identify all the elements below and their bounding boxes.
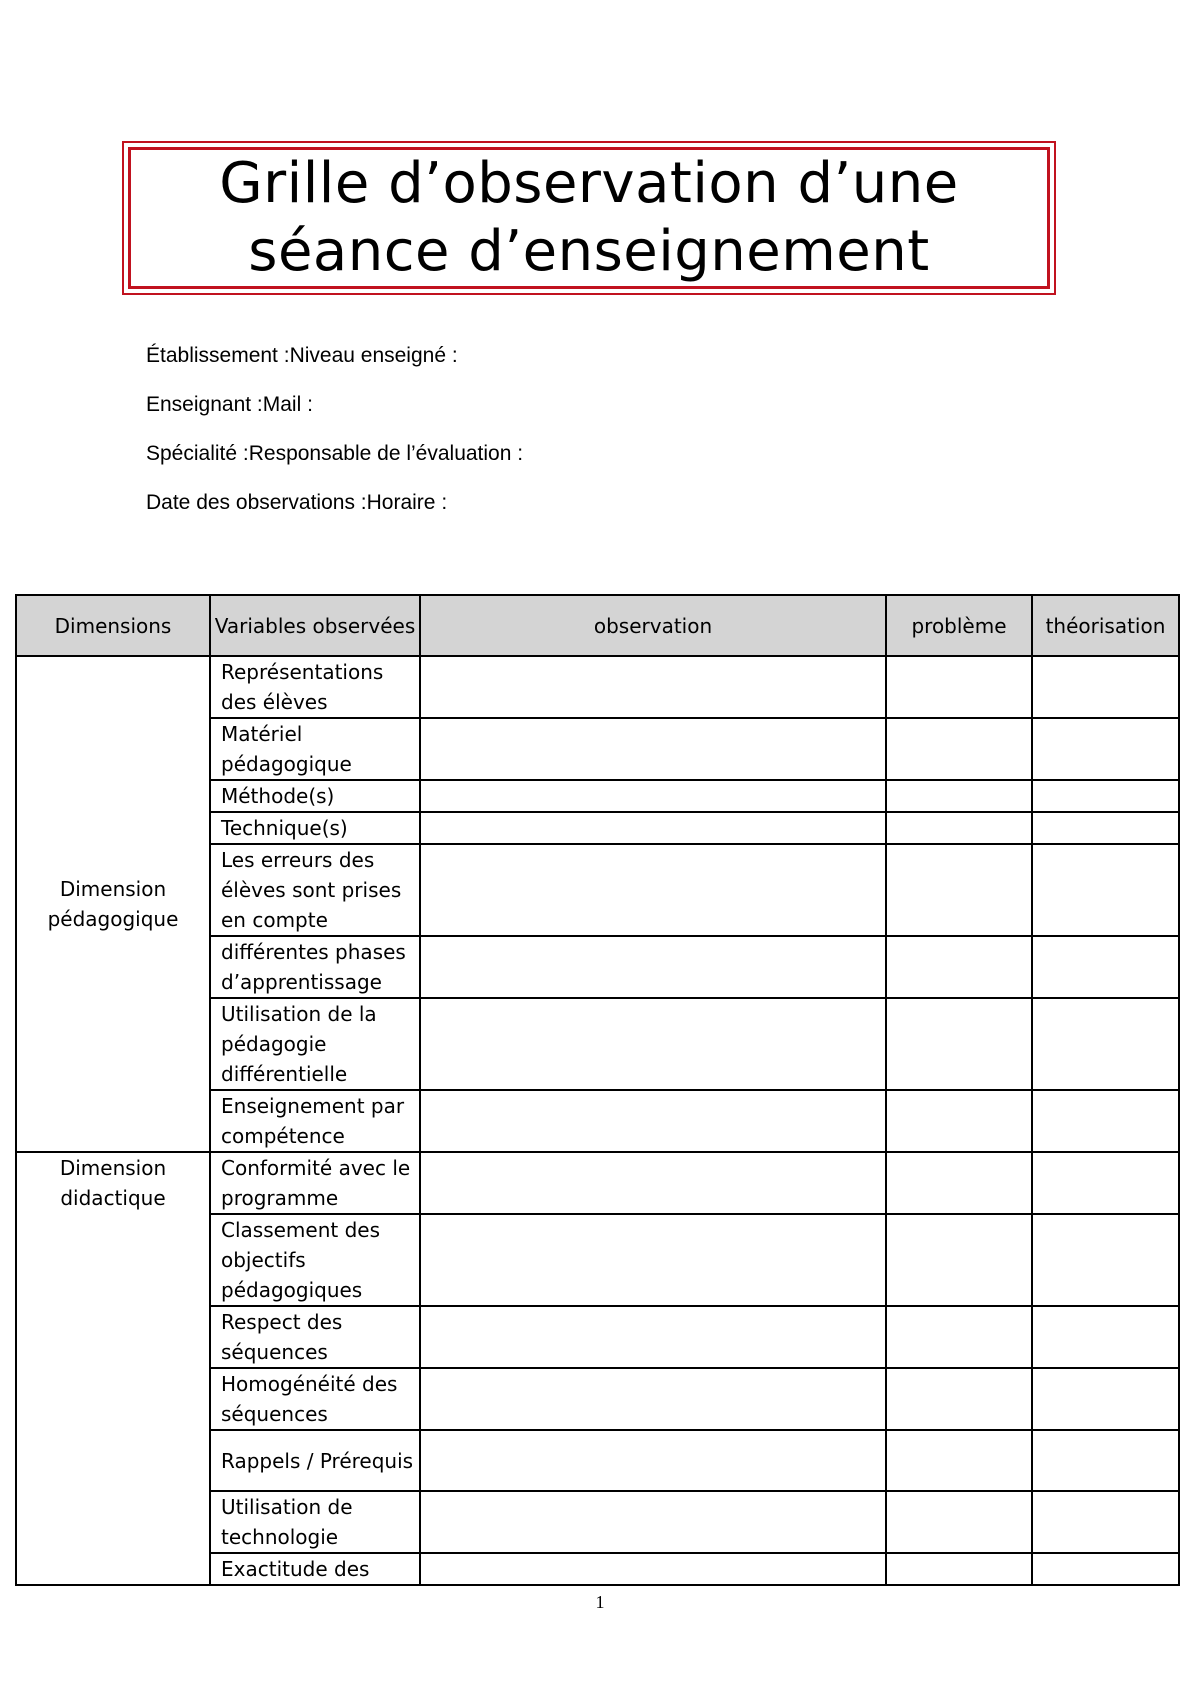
observation-cell[interactable]: [420, 936, 886, 998]
probleme-cell[interactable]: [886, 780, 1032, 812]
observation-cell[interactable]: [420, 812, 886, 844]
variable-cell: Les erreurs des élèves sont prises en compte: [210, 844, 420, 936]
variable-cell: Conformité avec le programme: [210, 1152, 420, 1214]
probleme-cell[interactable]: [886, 1368, 1032, 1430]
info-block: [146, 344, 523, 540]
theorisation-cell[interactable]: [1032, 812, 1179, 844]
theorisation-cell[interactable]: [1032, 780, 1179, 812]
theorisation-cell[interactable]: [1032, 1090, 1179, 1152]
observation-cell[interactable]: [420, 1491, 886, 1553]
observation-grid: [15, 594, 1180, 1586]
observation-cell[interactable]: [420, 780, 886, 812]
observation-cell[interactable]: [420, 1306, 886, 1368]
title-box: [122, 141, 1056, 295]
variable-cell: Exactitude des: [210, 1553, 420, 1585]
info-line-specialite: Spécialité :Responsable de l’évaluation :: [146, 442, 524, 465]
probleme-cell[interactable]: [886, 998, 1032, 1090]
table-row: [16, 656, 1179, 718]
observation-cell[interactable]: [420, 1553, 886, 1585]
theorisation-cell[interactable]: [1032, 844, 1179, 936]
header-theorisation: théorisation: [1032, 595, 1179, 656]
theorisation-cell[interactable]: [1032, 1152, 1179, 1214]
probleme-cell[interactable]: [886, 1152, 1032, 1214]
probleme-cell[interactable]: [886, 1306, 1032, 1368]
observation-cell[interactable]: [420, 1090, 886, 1152]
variable-cell: Rappels / Prérequis: [210, 1430, 420, 1491]
variable-cell: Représentations des élèves: [210, 656, 420, 718]
variable-cell: Utilisation de la pédagogie différentielle: [210, 998, 420, 1090]
variable-cell: Matériel pédagogique: [210, 718, 420, 780]
table-row: [16, 1152, 1179, 1214]
probleme-cell[interactable]: [886, 1553, 1032, 1585]
probleme-cell[interactable]: [886, 656, 1032, 718]
probleme-cell[interactable]: [886, 844, 1032, 936]
dimension-pedagogique-cell: Dimension pédagogique: [16, 656, 210, 1152]
theorisation-cell[interactable]: [1032, 1553, 1179, 1585]
observation-cell[interactable]: [420, 656, 886, 718]
probleme-cell[interactable]: [886, 936, 1032, 998]
variable-cell: Utilisation de technologie: [210, 1491, 420, 1553]
observation-cell[interactable]: [420, 1214, 886, 1306]
probleme-cell[interactable]: [886, 1491, 1032, 1553]
variable-cell: différentes phases d’apprentissage: [210, 936, 420, 998]
variable-cell: Méthode(s): [210, 780, 420, 812]
probleme-cell[interactable]: [886, 1214, 1032, 1306]
probleme-cell[interactable]: [886, 1090, 1032, 1152]
theorisation-cell[interactable]: [1032, 1306, 1179, 1368]
header-row: [16, 595, 1179, 656]
theorisation-cell[interactable]: [1032, 656, 1179, 718]
variable-cell: Respect des séquences: [210, 1306, 420, 1368]
observation-cell[interactable]: [420, 1430, 886, 1491]
theorisation-cell[interactable]: [1032, 1214, 1179, 1306]
theorisation-cell[interactable]: [1032, 1368, 1179, 1430]
page-number: 1: [595, 1592, 605, 1612]
observation-cell[interactable]: [420, 1152, 886, 1214]
header-probleme: problème: [886, 595, 1032, 656]
theorisation-cell[interactable]: [1032, 718, 1179, 780]
theorisation-cell[interactable]: [1032, 1430, 1179, 1491]
probleme-cell[interactable]: [886, 1430, 1032, 1491]
variable-cell: Technique(s): [210, 812, 420, 844]
header-variables: Variables observées: [210, 595, 420, 656]
observation-cell[interactable]: [420, 844, 886, 936]
info-line-date: Date des observations :Horaire :: [146, 491, 448, 514]
variable-cell: Classement des objectifs pédagogiques: [210, 1214, 420, 1306]
variable-cell: Enseignement par compétence: [210, 1090, 420, 1152]
observation-cell[interactable]: [420, 718, 886, 780]
observation-cell[interactable]: [420, 998, 886, 1090]
observation-cell[interactable]: [420, 1368, 886, 1430]
header-dimensions: Dimensions: [16, 595, 210, 656]
info-line-etablissement: Établissement :Niveau enseigné :: [146, 344, 458, 367]
dimension-didactique-cell: Dimension didactique: [16, 1152, 210, 1585]
header-observation: observation: [420, 595, 886, 656]
probleme-cell[interactable]: [886, 812, 1032, 844]
theorisation-cell[interactable]: [1032, 936, 1179, 998]
document-title: Grille d’observation d’une séance d’enseignement: [128, 147, 1050, 289]
probleme-cell[interactable]: [886, 718, 1032, 780]
theorisation-cell[interactable]: [1032, 998, 1179, 1090]
info-line-enseignant: Enseignant :Mail :: [146, 393, 313, 416]
variable-cell: Homogénéité des séquences: [210, 1368, 420, 1430]
theorisation-cell[interactable]: [1032, 1491, 1179, 1553]
